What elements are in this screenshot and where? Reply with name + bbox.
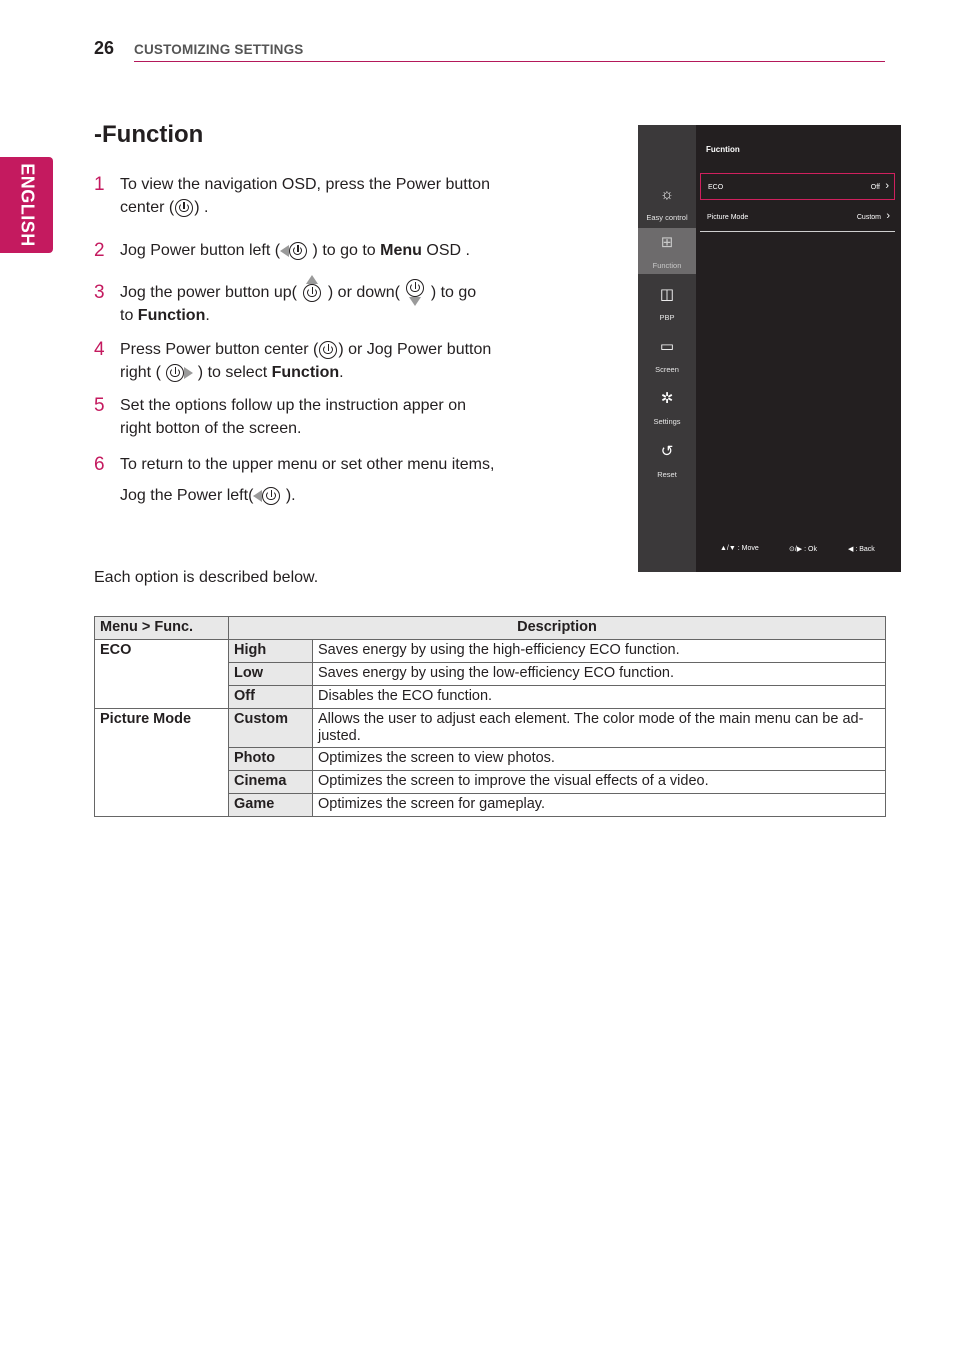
step-1-line1: To view the navigation OSD, press the Power button <box>120 176 490 193</box>
page-number: 26 <box>94 38 115 58</box>
power-button-icon <box>166 364 184 382</box>
step-6-text <box>120 453 540 507</box>
table-row <box>95 640 886 663</box>
chevron-right-icon: › <box>886 210 890 222</box>
table-description-cell: Optimizes the screen for gameplay. <box>313 794 886 817</box>
language-tab <box>0 157 53 253</box>
step-6-line2: Jog the Power left( ). <box>120 487 296 504</box>
easy-control-icon: ☼ <box>660 186 674 203</box>
arrow-up-icon <box>306 275 318 284</box>
chevron-right-icon: › <box>885 180 889 192</box>
step-5-text <box>120 394 540 440</box>
power-button-icon <box>289 242 307 260</box>
step-4-number: 4 <box>94 339 105 360</box>
step-5-line2: right botton of the screen. <box>120 420 302 437</box>
function-table <box>94 616 886 817</box>
step-3-text <box>120 281 540 327</box>
table-header-menu: Menu > Func. <box>95 617 229 640</box>
arrow-left-icon <box>253 490 262 502</box>
table-description-cell: Saves energy by using the high-efficiency ECO function. <box>313 640 886 663</box>
step-1-text <box>120 173 520 219</box>
power-button-icon <box>319 341 337 359</box>
table-header-description: Description <box>229 617 886 640</box>
osd-sidebar-item-pbp[interactable]: ◫ PBP <box>638 280 696 326</box>
step-3-number: 3 <box>94 282 105 303</box>
osd-sidebar-item-screen[interactable]: ▭ Screen <box>638 332 696 378</box>
osd-row-eco[interactable]: ECO Off › <box>700 173 895 200</box>
intro-text: Each option is described below. <box>94 569 319 586</box>
step-1-line2: center ( ) . <box>120 199 209 216</box>
step-4-line2: right ( ) to select Function. <box>120 364 344 381</box>
jog-up-icon <box>301 284 323 302</box>
power-button-icon <box>175 199 193 217</box>
osd-sidebar-item-function[interactable]: ⊞ Function <box>638 228 696 274</box>
table-option-cell: Cinema <box>229 771 313 794</box>
page-title: -Function <box>94 121 204 148</box>
osd-footer-ok: ⊙/▶ : Ok <box>789 546 817 553</box>
table-description-cell: Disables the ECO function. <box>313 686 886 709</box>
section-title: CUSTOMIZING SETTINGS <box>134 42 304 57</box>
table-header-row <box>95 617 886 640</box>
step-5-number: 5 <box>94 395 105 416</box>
table-option-cell: Custom <box>229 709 313 748</box>
osd-row-picture-mode[interactable]: Picture Mode Custom › <box>700 204 895 232</box>
settings-icon: ✲ <box>660 390 674 407</box>
arrow-right-icon <box>184 367 193 379</box>
power-button-icon <box>303 284 321 302</box>
table-description-cell: Allows the user to adjust each element. The color mode of the main menu can be ad-justed. <box>313 709 886 748</box>
language-tab-label: ENGLISH <box>17 163 38 247</box>
osd-sidebar-item-reset[interactable]: ↺ Reset <box>638 437 696 483</box>
table-option-cell: Photo <box>229 748 313 771</box>
power-button-icon <box>406 279 424 297</box>
table-description-cell: Optimizes the screen to improve the visual effects of a video. <box>313 771 886 794</box>
osd-sidebar-item-easy-control[interactable]: ☼ Easy control <box>638 180 696 226</box>
table-menu-cell: Picture Mode <box>95 709 229 817</box>
table-option-cell: High <box>229 640 313 663</box>
screen-icon: ▭ <box>659 338 675 355</box>
pbp-icon: ◫ <box>659 286 675 303</box>
function-icon: ⊞ <box>660 234 674 251</box>
step-2-text: Jog Power button left ( ) to go to Menu OSD . <box>120 242 470 259</box>
osd-sidebar-item-settings[interactable]: ✲ Settings <box>638 384 696 430</box>
table-option-cell: Low <box>229 663 313 686</box>
osd-sidebar <box>638 125 696 572</box>
power-button-icon <box>262 487 280 505</box>
step-3-line1: Jog the power button up( ) or down( ) to go <box>120 281 540 304</box>
osd-footer-back: ◀ : Back <box>848 546 875 553</box>
table-description-cell: Optimizes the screen to view photos. <box>313 748 886 771</box>
reset-icon: ↺ <box>660 443 674 460</box>
step-2-number: 2 <box>94 240 105 261</box>
table-option-cell: Game <box>229 794 313 817</box>
arrow-down-icon <box>409 297 421 306</box>
jog-down-icon <box>404 279 426 297</box>
step-4-text <box>120 338 540 384</box>
table-menu-cell: ECO <box>95 640 229 709</box>
osd-footer-move: ▲/▼ : Move <box>720 545 759 552</box>
step-3-line2: to Function. <box>120 307 210 324</box>
arrow-left-icon <box>280 245 289 257</box>
header-rule <box>134 61 885 62</box>
table-row <box>95 709 886 748</box>
step-4-line1: Press Power button center ( ) or Jog Power button <box>120 341 492 358</box>
step-6-number: 6 <box>94 454 105 475</box>
step-6-line1: To return to the upper menu or set other menu items, <box>120 456 495 473</box>
step-5-line1: Set the options follow up the instruction apper on <box>120 397 466 414</box>
table-option-cell: Off <box>229 686 313 709</box>
osd-title: Fucntion <box>706 145 740 154</box>
table-description-cell: Saves energy by using the low-efficiency ECO function. <box>313 663 886 686</box>
step-1-number: 1 <box>94 174 105 195</box>
osd-menu <box>638 125 901 572</box>
